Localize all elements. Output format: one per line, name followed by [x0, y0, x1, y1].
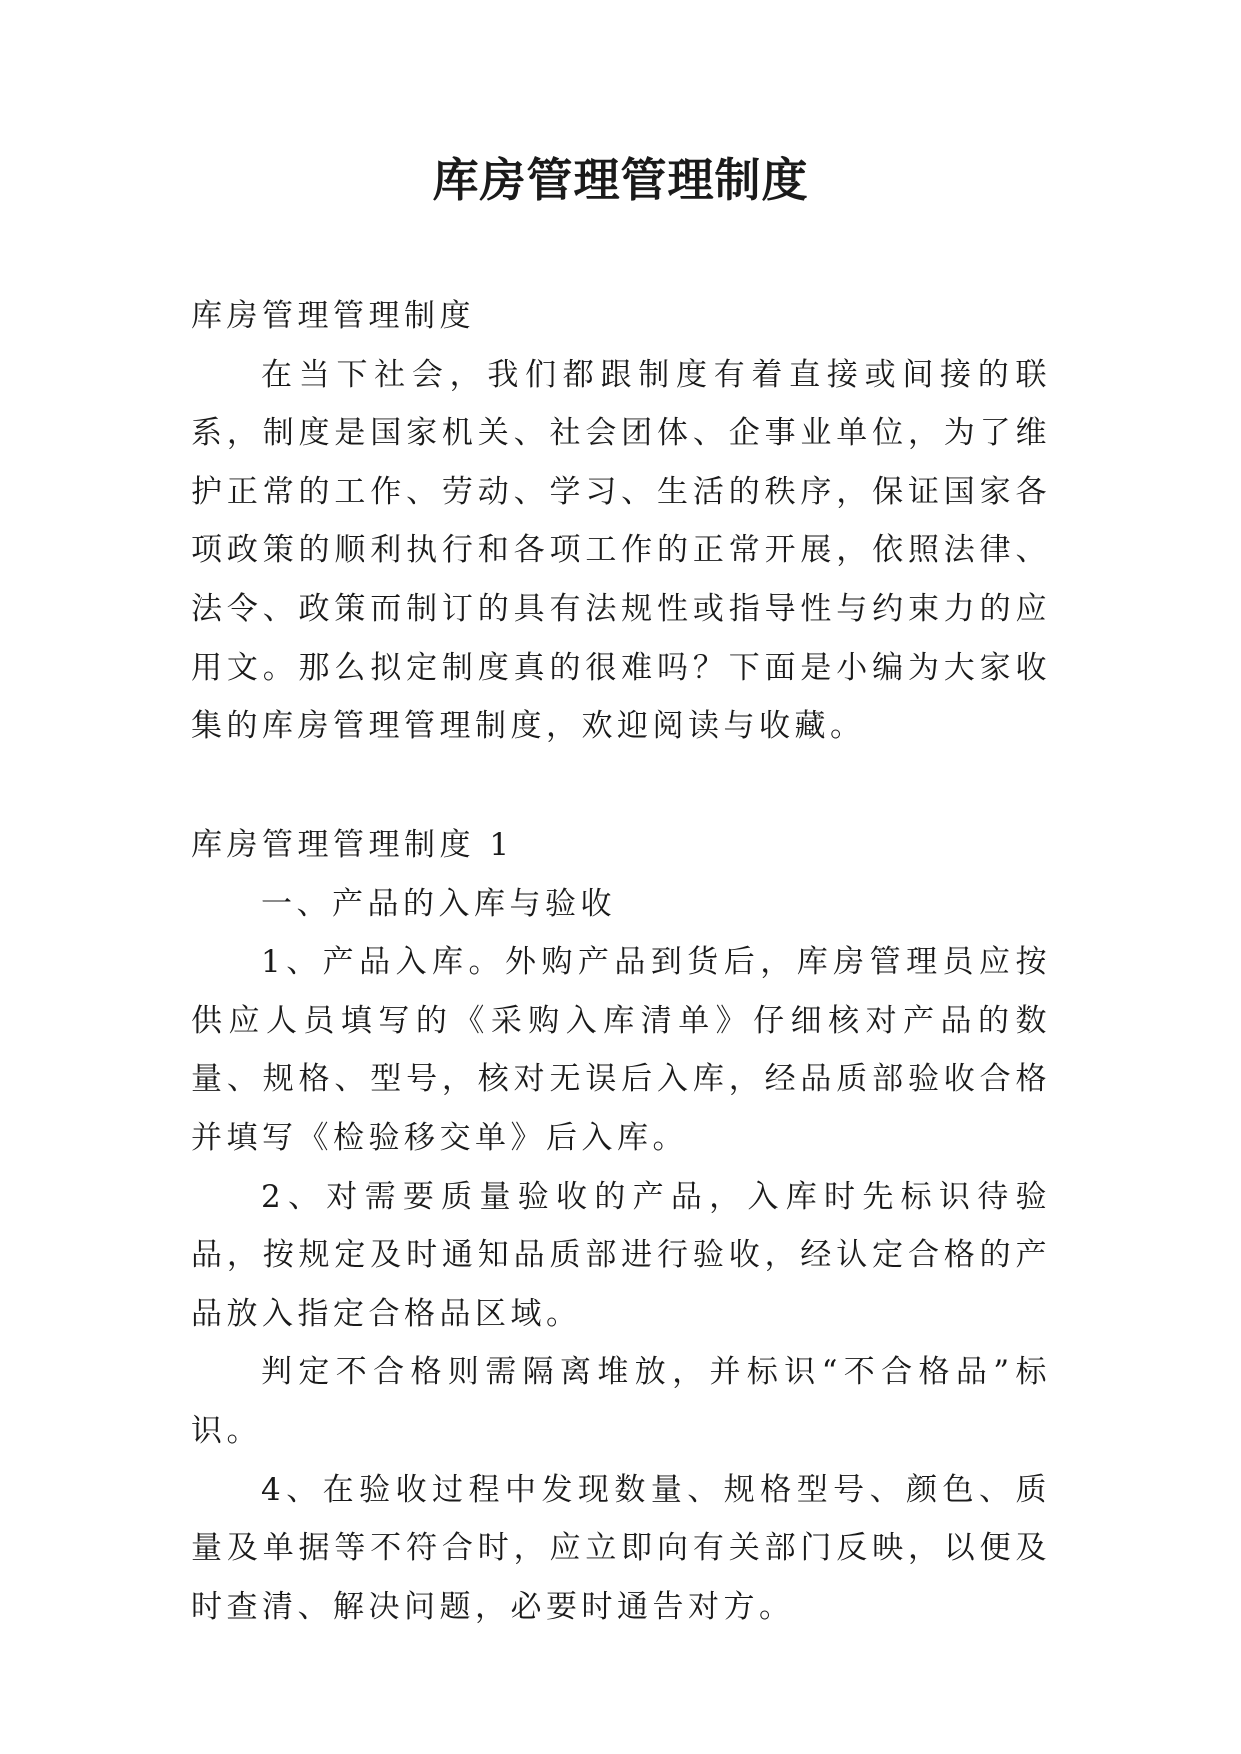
intro-paragraph: 在当下社会，我们都跟制度有着直接或间接的联系，制度是国家机关、社会团体、企事业单位，为了维护正常的工作、劳动、学习、生活的秩序，保证国家各项政策的顺利执行和各项工作的正常开展，依照法律、法令、政策而制订的具有法规性或指导性与约束力的应用文。那么拟定制度真的很难吗？下面是小编为大家收集的库房管理管理制度，欢迎阅读与收藏。	[191, 356, 1051, 745]
section-1	[191, 816, 1051, 1636]
section-1-item: 2、对需要质量验收的产品，入库时先标识待验品，按规定及时通知品质部进行验收，经认定合格的产品放入指定合格品区域。	[191, 1178, 1051, 1332]
section-1-item: 4、在验收过程中发现数量、规格型号、颜色、质量及单据等不符合时，应立即向有关部门反映，以便及时查清、解决问题，必要时通告对方。	[191, 1471, 1051, 1625]
intro-heading: 库房管理管理制度	[191, 298, 475, 334]
section-1-item: 1、产品入库。外购产品到货后，库房管理员应按供应人员填写的《采购入库清单》仔细核对产品的数量、规格、型号，核对无误后入库，经品质部验收合格并填写《检验移交单》后入库。	[191, 944, 1051, 1156]
document-title: 库房管理管理制度	[432, 153, 809, 207]
intro-section	[191, 287, 1051, 756]
section-1-subheading: 一、产品的入库与验收	[261, 885, 616, 922]
section-1-item: 判定不合格则需隔离堆放，并标识“不合格品”标识。	[191, 1354, 1051, 1449]
section-1-heading: 库房管理管理制度 1	[191, 827, 514, 863]
